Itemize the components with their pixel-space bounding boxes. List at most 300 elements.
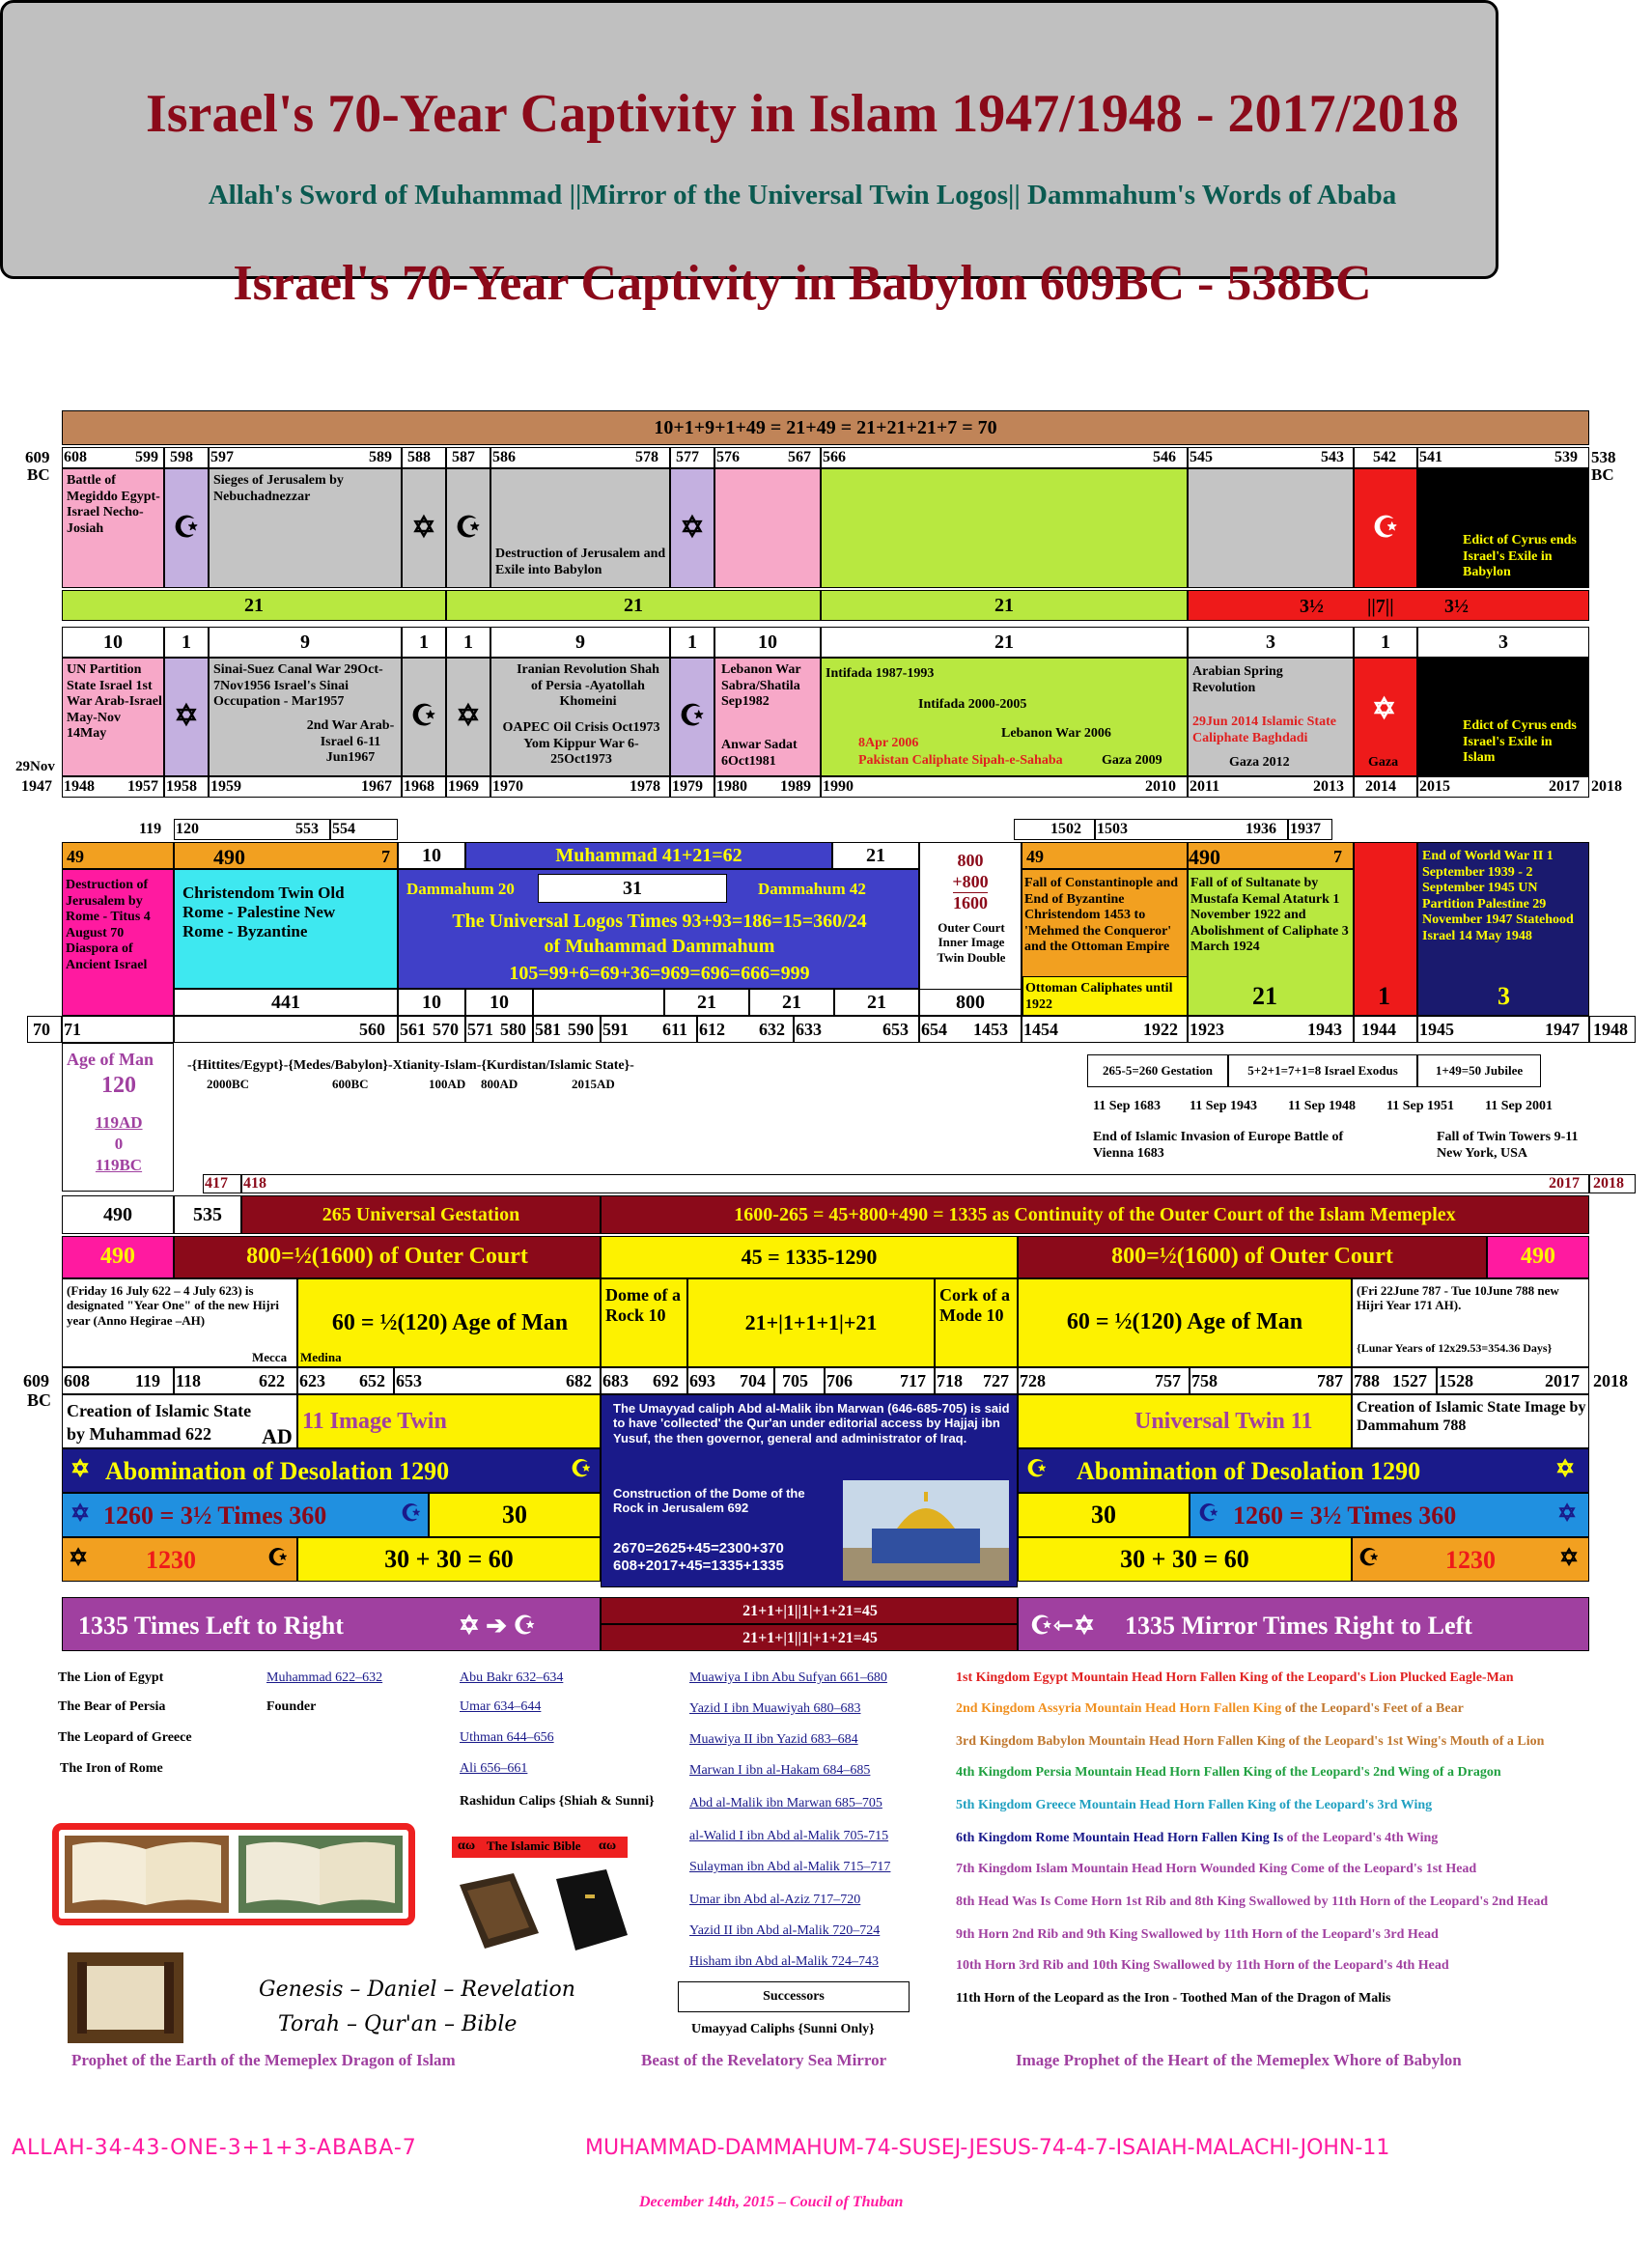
crescent-icon: ☪ <box>401 1501 422 1527</box>
christendom-cell: Christendom Twin Old Rome - Palestine New Rome - Byzantine <box>174 869 398 989</box>
b21: 21 <box>749 989 834 1016</box>
ottoman-cell: Ottoman Caliphates until 1922 <box>1022 976 1188 1016</box>
year-label: 1979 <box>672 778 703 795</box>
year-label: 682 <box>566 1371 592 1390</box>
mirror-right: ☪⇽✡ 1335 Mirror Times Right to Left <box>1018 1597 1589 1651</box>
mirror-formula-bottom: 21+1+|1||1|+1+21=45 <box>601 1624 1018 1651</box>
exodus-box: 5+2+1=7+1=8 Israel Exodus <box>1228 1054 1417 1087</box>
abomination-left: ✡ Abomination of Desolation 1290 ☪ <box>62 1448 601 1493</box>
year-label: 1527 <box>1392 1371 1427 1390</box>
count-cell: 3 <box>1188 627 1354 658</box>
year-label: 611 <box>662 1020 688 1039</box>
year-label: 612 <box>699 1020 725 1039</box>
year-label: 599 <box>135 449 158 465</box>
year-label: 2014 <box>1365 778 1396 795</box>
caliph-link[interactable]: Yazid II ibn Abd al-Malik 720–724 <box>689 1923 881 1938</box>
year-label: 570 <box>433 1020 459 1039</box>
year-label: 654 <box>921 1020 947 1039</box>
age60-left: 60 = ½(120) Age of Man Medina <box>297 1278 601 1367</box>
year-label: 623 <box>299 1371 325 1390</box>
destruction-cell: Destruction of Jerusalem and Exile into Babylon <box>490 468 670 588</box>
intifada-cell: Intifada 1987-1993 Intifada 2000-2005 Lebanon War 2006 8Apr 2006 Pakistan Caliphate Sipah-e-Sahaba Gaza 2009 <box>821 658 1188 776</box>
creation-right: Creation of Islamic State Image by Dammahum 788 <box>1352 1394 1589 1448</box>
year-label: 545 <box>1190 449 1213 465</box>
h490: 490 7 <box>174 842 398 869</box>
year-label: 718 <box>937 1371 963 1390</box>
arab-spring-cell: Arabian Spring Revolution 29Jun 2014 Islamic State Caliphate Baghdadi Gaza 2012 <box>1188 658 1354 776</box>
year-label: 597 <box>210 449 234 465</box>
year-label: 1989 <box>780 778 811 795</box>
year-29nov: 29Nov <box>15 759 55 774</box>
twin-towers-note: Fall of Twin Towers 9-11 New York, USA <box>1437 1130 1579 1161</box>
prophet-caption: Beast of the Revelatory Sea Mirror <box>641 2051 887 2069</box>
oc-800-right: 800=½(1600) of Outer Court <box>1018 1236 1487 1278</box>
gray-cell <box>1188 468 1354 588</box>
year-label: 2017 <box>1549 1175 1580 1192</box>
year-label: 70 <box>33 1020 50 1039</box>
mid-formula: 21+|1+1+1|+21 <box>687 1278 935 1367</box>
year-label: 757 <box>1155 1371 1181 1390</box>
count-cell: 1 <box>670 627 714 658</box>
date-label: 11 Sep 1683 <box>1093 1099 1162 1113</box>
kingdom-row-7: 7th Kingdom Islam Mountain Head Horn Wounded King Come of the Leopard's 1st Head <box>956 1862 1477 1876</box>
hijri-right: (Fri 22June 787 - Tue 10June 788 new Hijri Year 171 AH). {Lunar Years of 12x29.53=354.36 Days} <box>1352 1278 1589 1367</box>
star-of-david-icon: ✡ <box>70 1457 91 1482</box>
universal-twin-cell: Universal Twin 11 <box>1018 1394 1352 1448</box>
ww2-cell: End of World War II 1 September 1939 - 2 September 1945 UN Partition Palestine 29 November 1947 Statehood Israel 14 May 1948 3 <box>1417 842 1589 1016</box>
year-label: 788 <box>1354 1371 1380 1390</box>
caliph-link[interactable]: Uthman 644–656 <box>460 1730 554 1745</box>
outer-court-cell: 800 +800 1600 Outer Court Inner Image Twin Double <box>919 842 1022 1016</box>
star-of-david-icon: ✡ <box>69 1546 89 1571</box>
year-label: 2013 <box>1313 778 1344 795</box>
year-label: 587 <box>452 449 475 465</box>
half-label: 3½ <box>1444 596 1469 617</box>
alpha-omega-icon: αω <box>458 1838 476 1853</box>
h10: 10 <box>398 842 465 869</box>
year-label: 608 <box>64 449 87 465</box>
year-label: 118 <box>176 1371 202 1390</box>
year-label: 1967 <box>361 778 392 795</box>
date-label: 11 Sep 1943 <box>1190 1099 1258 1113</box>
main-title: Israel's 70-Year Captivity in Islam 1947/1948 - 2017/2018 <box>145 84 1460 144</box>
year-label: 1970 <box>492 778 523 795</box>
lebanon-cell: Lebanon War Sabra/Shatila Sep1982 Anwar Sadat 6Oct1981 <box>714 658 821 776</box>
year-1947: 1947 <box>21 778 52 795</box>
star-of-david-icon: ✡ <box>164 658 209 776</box>
year-label: 728 <box>1020 1371 1046 1390</box>
oc-800-left: 800=½(1600) of Outer Court <box>174 1236 601 1278</box>
books-line-2: Torah – Qur'an – Bible <box>278 2012 518 2036</box>
year-label: 683 <box>602 1371 629 1390</box>
kingdom-row-2: 2nd Kingdom Assyria Mountain Head Horn Fallen King of the Leopard's Feet of a Bear <box>956 1701 1464 1716</box>
caliph-link[interactable]: Abd al-Malik ibn Marwan 685–705 <box>689 1796 882 1810</box>
megiddo-cell: Battle of Megiddo Egypt-Israel Necho-Josiah <box>62 468 164 588</box>
year-label: 1454 <box>1023 1020 1058 1039</box>
year-label: 542 <box>1373 449 1396 465</box>
count-cell: 21 <box>821 627 1188 658</box>
year-label: 2010 <box>1145 778 1176 795</box>
t1260-right: ☪ 1260 = 3½ Times 360 ✡ <box>1190 1493 1589 1537</box>
gest-1600: 1600-265 = 45+800+490 = 1335 as Continuity of the Outer Court of the Islam Memeplex <box>601 1195 1589 1234</box>
date-label: 11 Sep 1951 <box>1386 1099 1455 1113</box>
gest-490: 490 <box>62 1195 174 1234</box>
chron-year: 100AD <box>429 1077 466 1091</box>
year-label: 1528 <box>1439 1371 1473 1390</box>
year-label: 539 <box>1554 449 1578 465</box>
sultanate-cell: Fall of of Sultanate by Mustafa Kemal Ataturk 1 November 1922 and Abolishment of Caliphate 3 March 1924 21 <box>1188 869 1354 1016</box>
gest-265: 265 Universal Gestation <box>241 1195 601 1234</box>
vienna-note: End of Islamic Invasion of Europe Battle of Vienna 1683 <box>1093 1130 1344 1161</box>
year-label: 581 <box>535 1020 561 1039</box>
b21: 21 <box>834 989 919 1016</box>
crescent-arrow-star-icon: ☪⇽✡ <box>1030 1612 1095 1640</box>
year-label: 608 <box>64 1371 90 1390</box>
umayyad-label: Umayyad Caliphs {Sunni Only} <box>691 2022 875 2036</box>
prophet-caption: Prophet of the Earth of the Memeplex Dragon of Islam <box>71 2051 456 2069</box>
year-label: 418 <box>243 1175 266 1192</box>
dome-cell: Dome of a Rock 10 <box>601 1278 687 1367</box>
year-label: 591 <box>602 1020 629 1039</box>
year-label: 119 <box>139 821 162 837</box>
year-label: 1969 <box>448 778 479 795</box>
red-1-cell: 1 <box>1354 842 1417 1016</box>
kingdom-row-10: 10th Horn 3rd Rib and 10th King Swallowed by 11th Horn of the Leopard's 4th Head <box>956 1958 1449 1973</box>
umayyad-cell: The Umayyad caliph Abd al-Malik ibn Marwan (646-685-705) is said to have 'collected' the Qur'an under editorial access by Hajjaj ibn Yusuf, the then governor, general and administrator of Iraq. Construction of the Dome of the Rock in Jerusalem 692 2670=2625+45=2300+370 608+2017+45=1335+1335 <box>601 1394 1018 1587</box>
muhammad-link[interactable]: Muhammad 622–632 <box>266 1670 383 1685</box>
year-label: 706 <box>826 1371 853 1390</box>
year-label: 546 <box>1153 449 1176 465</box>
year-label: 567 <box>788 449 811 465</box>
crescent-icon: ☪ <box>1358 1546 1380 1571</box>
hijri-left: (Friday 16 July 622 – 4 July 623) is designated "Year One" of the new Hijri year (Anno Hegirae –AH) Mecca <box>62 1278 297 1367</box>
year-label: 120 <box>176 821 199 837</box>
year-label: 589 <box>369 449 392 465</box>
year-label: 2017 <box>1549 778 1580 795</box>
caliph-link[interactable]: Muawiya I ibn Abu Sufyan 661–680 <box>689 1670 887 1685</box>
kingdom-row-1: 1st Kingdom Egypt Mountain Head Horn Fallen King of the Leopard's Lion Plucked Eagle-Man <box>956 1670 1514 1685</box>
successors-box: Successors <box>678 1981 910 2012</box>
count-cell: 1 <box>402 627 446 658</box>
prophet-caption: Image Prophet of the Heart of the Memeplex Whore of Babylon <box>1016 2051 1462 2069</box>
year-cell <box>821 776 1188 798</box>
kingdom-row-11: 11th Horn of the Leopard as the Iron - Toothed Man of the Dragon of Malis <box>956 1991 1391 2006</box>
year-label: 417 <box>205 1175 228 1192</box>
mirror-left: 1335 Times Left to Right ✡ ➔ ☪ <box>62 1597 601 1651</box>
h490b: 490 7 <box>1188 842 1354 869</box>
half-label: 3½ <box>1300 596 1324 617</box>
cyrus-islam-cell: Edict of Cyrus ends Israel's Exile in Islam <box>1417 658 1589 776</box>
cyrus-cell: Edict of Cyrus ends Israel's Exile in Babylon <box>1417 468 1589 588</box>
t1230-right: ☪ 1230 ✡ <box>1352 1537 1589 1582</box>
year-label: 1978 <box>630 778 660 795</box>
year-label: 653 <box>882 1020 909 1039</box>
count-cell: 10 <box>62 627 164 658</box>
h49: 49 <box>62 842 174 869</box>
green-cell <box>821 468 1188 588</box>
abomination-right: ☪ Abomination of Desolation 1290 ✡ <box>1018 1448 1589 1493</box>
star-of-david-icon: ✡ <box>446 658 490 776</box>
year-label: 1937 <box>1290 821 1321 837</box>
count-cell: 3 <box>1417 627 1589 658</box>
iran-cell: Iranian Revolution Shah of Persia -Ayatollah Khomeini OAPEC Oil Crisis Oct1973 Yom Kippur War 6-25Oct1973 <box>490 658 670 776</box>
year-cell <box>241 1174 1589 1193</box>
year-label: 758 <box>1191 1371 1218 1390</box>
star-of-david-icon: ✡ <box>1559 1546 1580 1571</box>
caliph-link[interactable]: Umar 634–644 <box>460 1699 542 1714</box>
caliph-link[interactable]: Abu Bakr 632–634 <box>460 1670 564 1685</box>
torah-scroll-image <box>68 1952 183 2043</box>
oc-490-left: 490 <box>62 1236 174 1278</box>
crescent-icon: ☪ <box>1354 468 1417 588</box>
year-label: 2018 <box>1593 1175 1624 1192</box>
year-label: 2015 <box>1419 778 1450 795</box>
count-cell: 1 <box>446 627 490 658</box>
crescent-icon: ☪ <box>571 1457 592 1482</box>
caliph-link[interactable]: Muawiya II ibn Yazid 683–684 <box>689 1732 858 1747</box>
caliph-link[interactable]: Umar ibn Abd al-Aziz 717–720 <box>689 1893 861 1907</box>
year-label: 1945 <box>1419 1020 1454 1039</box>
year-label: 704 <box>740 1371 766 1390</box>
beast-label: The Bear of Persia <box>58 1699 166 1714</box>
year-left-bc: BC <box>27 465 50 484</box>
caliph-link[interactable]: Ali 656–661 <box>460 1761 528 1776</box>
b441: 441 <box>174 989 398 1016</box>
kingdom-row-5: 5th Kingdom Greece Mountain Head Horn Fallen King of the Leopard's 3rd Wing <box>956 1798 1433 1812</box>
year-label: 2017 <box>1545 1371 1580 1390</box>
sinai-cell: Sinai-Suez Canal War 29Oct-7Nov1956 Israel's Sinai Occupation - Mar1957 2nd War Arab-Israel 6-11 Jun1967 <box>209 658 402 776</box>
year-label: 1958 <box>166 778 197 795</box>
caliph-link[interactable]: al-Walid I ibn Abd al-Malik 705-715 <box>689 1829 889 1843</box>
star-of-david-icon: ✡ <box>670 468 714 588</box>
h49b: 49 <box>1022 842 1188 869</box>
year-label: 571 <box>467 1020 493 1039</box>
year-label: 580 <box>500 1020 526 1039</box>
year-right-bc: BC <box>1591 465 1614 484</box>
year-label: 543 <box>1321 449 1344 465</box>
year-label: 1959 <box>210 778 241 795</box>
year-label: 541 <box>1419 449 1442 465</box>
year-label: 560 <box>359 1020 385 1039</box>
year-label: 633 <box>796 1020 822 1039</box>
caliph-link[interactable]: Hisham ibn Abd al-Malik 724–743 <box>689 1954 879 1969</box>
year-label: 1453 <box>973 1020 1008 1039</box>
sum-bar: 10+1+9+1+49 = 21+49 = 21+21+21+7 = 70 <box>62 410 1589 445</box>
t60-right: 30 + 30 = 60 <box>1018 1537 1352 1582</box>
un-partition-cell: UN Partition State Israel 1st War Arab-Israel May-Nov 14May <box>62 658 164 776</box>
sum-21: 21 <box>446 590 821 621</box>
year-right: 538 <box>1591 448 1616 466</box>
year-label: 119 <box>135 1371 161 1390</box>
crescent-icon: ☪ <box>164 468 209 588</box>
year-label: 576 <box>716 449 740 465</box>
age60-right: 60 = ½(120) Age of Man <box>1018 1278 1352 1367</box>
logos-cell: Dammahum 20 31 Dammahum 42 The Universal Logos Times 93+93=186=15=360/24 of Muhammad Dammahum 105=99+6=69+36=969=696=666=999 <box>398 869 919 989</box>
b800: 800 <box>919 989 1022 1016</box>
beast-label: The Leopard of Greece <box>58 1730 192 1745</box>
founder-label: Founder <box>266 1699 317 1714</box>
gest-535: 535 <box>174 1195 241 1234</box>
t30-left: 30 <box>429 1493 601 1537</box>
beast-label: The Iron of Rome <box>60 1761 163 1776</box>
year-label: 609 <box>23 1371 49 1390</box>
oc-490-right: 490 <box>1487 1236 1589 1278</box>
jubilee-box: 1+49=50 Jubilee <box>1417 1054 1541 1087</box>
year-label: 1948 <box>64 778 95 795</box>
muhammad-header: Muhammad 41+21=62 <box>465 842 832 869</box>
books-line-1: Genesis – Daniel – Revelation <box>259 1978 575 2002</box>
count-cell: 1 <box>1354 627 1417 658</box>
t1260-left: ✡ 1260 = 3½ Times 360 ☪ <box>62 1493 429 1537</box>
year-label: 1957 <box>127 778 158 795</box>
kingdom-row-9: 9th Horn 2nd Rib and 9th King Swallowed by 11th Horn of the Leopard's 3rd Head <box>956 1927 1439 1942</box>
star-of-david-icon: ✡ <box>1372 693 1397 725</box>
subtitle: Allah's Sword of Muhammad ||Mirror of the Universal Twin Logos|| Dammahum's Words of Ababa <box>208 180 1397 210</box>
year-label: 590 <box>568 1020 594 1039</box>
crescent-icon: ☪ <box>446 468 490 588</box>
creation-left: Creation of Islamic State by Muhammad 622 AD <box>62 1394 297 1448</box>
year-2018: 2018 <box>1591 778 1622 795</box>
year-label: 566 <box>823 449 846 465</box>
year-label: 578 <box>635 449 658 465</box>
date-label: 11 Sep 1948 <box>1288 1099 1357 1113</box>
footer-left: ALLAH-34-43-ONE-3+1+3-ABABA-7 <box>12 2136 417 2160</box>
d31: 31 <box>538 874 727 903</box>
closed-books-image <box>450 1866 633 1956</box>
open-books-image <box>59 1830 408 1919</box>
year-label: 653 <box>396 1371 422 1390</box>
count-cell: 10 <box>714 627 821 658</box>
cork-cell: Cork of a Mode 10 <box>935 1278 1018 1367</box>
year-label: 586 <box>492 449 516 465</box>
year-label: 652 <box>359 1371 385 1390</box>
count-cell: 9 <box>209 627 402 658</box>
year-label: 2011 <box>1190 778 1220 795</box>
islamic-bible-banner: αω The Islamic Bible αω <box>452 1837 628 1858</box>
year-label: 1948 <box>1593 1020 1628 1039</box>
year-label: 1980 <box>716 778 747 795</box>
mirror-formula-top: 21+1+|1||1|+1+21=45 <box>601 1597 1018 1624</box>
year-label: 577 <box>676 449 699 465</box>
year-label: 717 <box>900 1371 926 1390</box>
year-label: 1503 <box>1097 821 1128 837</box>
gestation-box: 265-5=260 Gestation <box>1087 1054 1228 1087</box>
b-blank <box>533 989 664 1016</box>
year-label: 693 <box>689 1371 715 1390</box>
year-label: 1936 <box>1246 821 1276 837</box>
year-label: 1943 <box>1307 1020 1342 1039</box>
year-label: 2018 <box>1593 1371 1628 1390</box>
year-label: 622 <box>259 1371 285 1390</box>
year-cell <box>821 447 1188 468</box>
star-of-david-icon: ✡ <box>70 1501 91 1527</box>
footer-date: December 14th, 2015 – Coucil of Thuban <box>639 2194 904 2210</box>
year-label: 71 <box>64 1020 81 1039</box>
year-label: 554 <box>332 821 355 837</box>
year-label: BC <box>27 1390 52 1410</box>
image-twin-cell: 11 Image Twin <box>297 1394 601 1448</box>
chron-year: 2015AD <box>572 1077 615 1091</box>
b21: 21 <box>664 989 749 1016</box>
year-label: 598 <box>170 449 193 465</box>
caliph-link[interactable]: Marwan I ibn al-Hakam 684–685 <box>689 1763 871 1778</box>
chron-year: 2000BC <box>207 1077 250 1091</box>
t1230-left: ✡ 1230 ☪ <box>62 1537 297 1582</box>
year-label: 705 <box>782 1371 808 1390</box>
year-left: 609 <box>25 448 50 466</box>
beast-label: The Lion of Egypt <box>58 1670 164 1685</box>
date-label: 11 Sep 2001 <box>1485 1099 1554 1113</box>
kingdom-row-6: 6th Kingdom Rome Mountain Head Horn Fallen King Is of the Leopard's 4th Wing <box>956 1831 1439 1845</box>
dome-of-rock-image <box>843 1480 1009 1581</box>
count-cell: 9 <box>490 627 670 658</box>
oc-45: 45 = 1335-1290 <box>601 1236 1018 1278</box>
second-title: Israel's 70-Year Captivity in Babylon 609BC - 538BC <box>233 256 1372 311</box>
caliph-link[interactable]: Sulayman ibn Abd al-Malik 715–717 <box>689 1860 891 1874</box>
star-of-david-icon: ✡ <box>1557 1501 1578 1527</box>
crescent-icon: ☪ <box>1026 1457 1048 1482</box>
crescent-icon: ☪ <box>1198 1501 1219 1527</box>
year-label: 1922 <box>1143 1020 1178 1039</box>
alpha-omega-icon: αω <box>599 1838 617 1853</box>
star-of-david-icon: ✡ <box>402 468 446 588</box>
year-label: 632 <box>759 1020 785 1039</box>
chron-year: 600BC <box>332 1077 369 1091</box>
year-label: 1968 <box>404 778 434 795</box>
year-label: 1923 <box>1190 1020 1224 1039</box>
star-of-david-icon: ✡ <box>1555 1457 1576 1482</box>
count-cell: 1 <box>164 627 209 658</box>
crescent-icon: ☪ <box>402 658 446 776</box>
b10: 10 <box>465 989 533 1016</box>
crescent-icon: ☪ <box>670 658 714 776</box>
h21: 21 <box>832 842 919 869</box>
sieges-cell: Sieges of Jerusalem by Nebuchadnezzar <box>209 468 402 588</box>
t60-left: 30 + 30 = 60 <box>297 1537 601 1582</box>
crescent-icon: ☪ <box>267 1546 289 1571</box>
age-of-man-cell: Age of Man 120 119AD 0 119BC <box>62 1043 174 1192</box>
chron-year: 800AD <box>481 1077 518 1091</box>
rashidun-label: Rashidun Calips {Shiah & Sunni} <box>460 1794 655 1809</box>
book-images-frame <box>52 1823 415 1925</box>
year-label: 588 <box>407 449 431 465</box>
year-label: 1947 <box>1545 1020 1580 1039</box>
year-label: 787 <box>1317 1371 1343 1390</box>
kingdom-row-8: 8th Head Was Is Come Horn 1st Rib and 8th King Swallowed by 11th Horn of the Leopard's 2nd Head <box>956 1894 1549 1909</box>
gaza-cell: ✡ Gaza <box>1354 658 1417 776</box>
year-label: 1944 <box>1361 1020 1396 1039</box>
star-arrow-crescent-icon: ✡ ➔ ☪ <box>459 1612 536 1640</box>
destruction-rome-cell: Destruction of Jerusalem by Rome - Titus 4 August 70 Diaspora of Ancient Israel <box>62 869 174 1016</box>
year-label: 1502 <box>1050 821 1081 837</box>
sum-21: 21 <box>821 590 1188 621</box>
year-label: 561 <box>400 1020 426 1039</box>
chronology: -{Hittites/Egypt}-{Medes/Babylon}-Xtianity-Islam-{Kurdistan/Islamic State}- <box>187 1058 634 1073</box>
sum-21: 21 <box>62 590 446 621</box>
kingdom-row-4: 4th Kingdom Persia Mountain Head Horn Fallen King of the Leopard's 2nd Wing of a Dragon <box>956 1765 1501 1780</box>
kingdom-row-3: 3rd Kingdom Babylon Mountain Head Horn Fallen King of the Leopard's 1st Wing's Mouth of a Lion <box>956 1734 1545 1749</box>
pink-cell <box>714 468 821 588</box>
caliph-link[interactable]: Yazid I ibn Muawiyah 680–683 <box>689 1701 861 1716</box>
seven-label: ||7|| <box>1367 596 1394 617</box>
footer-right: MUHAMMAD-DAMMAHUM-74-SUSEJ-JESUS-74-4-7-ISAIAH-MALACHI-JOHN-11 <box>585 2136 1390 2160</box>
year-label: 1990 <box>823 778 854 795</box>
year-label: 553 <box>295 821 319 837</box>
b10: 10 <box>398 989 465 1016</box>
year-label: 727 <box>983 1371 1009 1390</box>
year-label: 692 <box>653 1371 679 1390</box>
byzantine-cell: Fall of Constantinople and End of Byzantine Christendom 1453 to 'Mehmed the Conqueror' and the Ottoman Empire Ottoman Caliphates until 1922 <box>1022 869 1188 1016</box>
